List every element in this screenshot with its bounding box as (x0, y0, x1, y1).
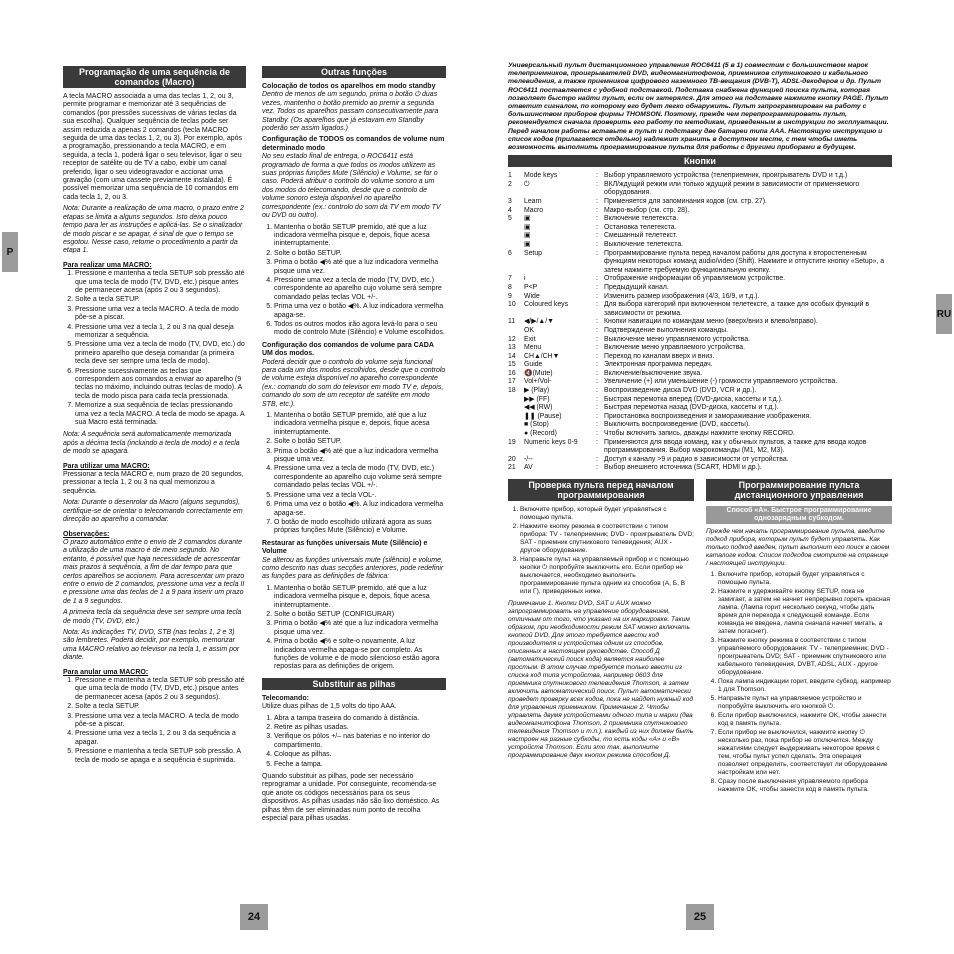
list-item: 8. Сразу после выключения управляемого прибора нажмите OK, чтобы занести код в память пульта. (718, 778, 892, 794)
subheading: Observações: (63, 530, 110, 538)
key-number (508, 327, 524, 336)
key-number: 8 (508, 283, 512, 291)
key-number (508, 404, 524, 413)
list-item: 7. O botão de modo escolhido utilizará agora as suas próprias funções Mute (Silêncio) e Volume. (274, 519, 446, 536)
key-number: 2 (508, 180, 512, 188)
key-label: Setup (524, 249, 543, 257)
key-row (508, 250, 892, 276)
note: Примечание 1. Кнопки DVD, SAT и AUX можно запрограммировать на управление оборудованием, отличным от того, что указано на их маркировке. Таким образом, при необходимости режим SAT можно включать кнопкой DVD. Для этого требуется ввести код производителя и устройства одним из способов, описанных в настоящем руководстве. Способ Д (автоматический поиск кода) является наиболее простым. В этом случае требуется только ввести из списка код типа устройства, например 0603 для приемника спутникового телевидения Thomson, а затем включить автоматический поиск. Пульт автоматически проведет проверку всех кодов, пока не найдет нужный код для управления приемником. Примечание 2. Чтобы управлять двумя устройствами одного типа и марки (два видеомагнитофона Thomson, 2 приемника спутникового телевидения Thomson и т.п.), каждый из них должен быть настроен на разные субкоды, то есть коды «А» и «В» устройств Thomson. Если это так, выполните программирование двух кнопок режима способом Д. (508, 600, 694, 760)
list-item: 1. Abra a tampa traseira do comando à distância. (274, 715, 446, 723)
key-description: Для выбора категорий при включенном телетексте, а также для особых функций в зависимости от режима. (604, 301, 870, 317)
note: Nota: Durante o desenrolar da Macro (alguns segundos), certifique-se de orientar o telecomando correctamente em direcção ao aparelho a comandar. (63, 499, 243, 524)
separator: : (596, 352, 598, 360)
key-number (508, 396, 524, 405)
list-item: 7. Если прибор не выключился, нажмите кнопку ⏻ несколько раз, пока прибор не отключится. Между нажатиями следует выдерживать некоторое время с тем, чтобы пульт успел сделать. Эта операция позволяет определить, соответствует ли оборудование настройкам или нет. (718, 729, 892, 777)
list-item: 7. Memorize a sua sequência de teclas pressionando uma vez a tecla MACRO. A tecla de modo se apaga. A sua Macro está terminada. (75, 402, 246, 427)
column-macro (63, 66, 246, 769)
separator: : (596, 249, 598, 257)
key-row (508, 353, 892, 362)
language-tab-label: P (6, 246, 14, 258)
key-row (508, 378, 892, 387)
two-column-section (508, 479, 892, 798)
separator: : (596, 318, 598, 326)
paragraph: Se alterou as funções universais mute (silêncio) e volume, como descrito nas duas secções anteriores, pode redefinir as funções para as definições de fábrica: (262, 556, 444, 581)
key-number: 16 (508, 369, 516, 377)
separator: : (596, 301, 598, 309)
list-item: 1. Mantenha o botão SETUP premido, até que a luz indicadora vermelha pisque e, depois, fique acesa ininterruptamente. (274, 412, 446, 437)
steps-list (262, 715, 446, 769)
list-item: 5. Pressione e mantenha a tecla SETUP sob pressão. A tecla de modo se apaga e a sequência é suprimida. (75, 748, 246, 765)
key-row (508, 361, 892, 370)
key-label: ■ (Stop) (524, 421, 549, 429)
key-number: 21 (508, 464, 516, 472)
key-row (508, 172, 892, 181)
list-item: 5. Направьте пульт на управляемое устройство и попробуйте выключить его кнопкой ⏻. (718, 695, 892, 711)
key-number: 1 (508, 172, 512, 180)
key-row (508, 464, 892, 473)
key-row (508, 284, 892, 293)
list-item: 4. Pressione uma vez a tecla de modo (TV, DVD, etc.) correspondente ao aparelho cujo volume será sempre comandado pelas teclas VOL +/-. (274, 277, 446, 302)
paragraph: A primeira tecla da sequência deve ser sempre uma tecla de modo (TV, DVD, etc.) (63, 609, 242, 625)
steps-list (262, 412, 446, 536)
key-row (508, 413, 892, 422)
list-item: 6. Если прибор выключился, нажмите OK, чтобы занести код в память пульта. (718, 712, 892, 728)
list-item: 3. Verifique os pólos +/– nas baterias e no interior do compartimento. (274, 733, 446, 750)
key-row (508, 318, 892, 327)
key-number: 20 (508, 455, 516, 463)
list-item: 3. Нажмите кнопку режима в соответствии с типом управляемого оборудования: TV - телеприемник; DVD - проигрыватель DVD; SAT - приемник спутникового или кабельного телевидения, DVBT, ADSL; AUX - другое оборудование. (718, 637, 892, 677)
separator: : (596, 180, 598, 188)
separator: : (596, 198, 598, 206)
key-row (508, 198, 892, 207)
key-number: 9 (508, 292, 512, 300)
key-description: Электронная программа передач. (604, 361, 713, 369)
list-item: 6. Pressione sucessivamente as teclas que correspondem aos comandos a enviar ao aparelho (9 teclas no máximo, incluindo outras teclas de modo). A tecla de modo pisca para cada tecla pressionada. (75, 368, 246, 402)
key-label: Menu (524, 344, 542, 352)
list-item: 5. Prima uma vez o botão ◀%. A luz indicadora vermelha apaga-se. (274, 303, 446, 320)
section-title: Outras funções (262, 66, 446, 78)
list-item: 2. Нажмите и удерживайте кнопку SETUP, пока не замигает, а затем не начнет непрерывно гореть красная лампа. (Лампа горит несколько секунд, чтобы дать время для перехода к следующей команде. Если команда не введена, лампа сначала начнет мигать, а затем погаснет). (718, 588, 892, 636)
paragraph: Quando substituir as pilhas, pode ser necessário reprogramar a unidade. Por conseguinte, recomenda-se que anote os códigos necessários para os seus dispositivos. As pilhas usadas não são lixo doméstico. As pilhas têm de ser eliminadas num ponto de recolha especial para pilhas usadas. (262, 773, 440, 823)
list-item: 6. Todos os outros modos irão agora levá-lo para o seu modo de controlo Mute (Silêncio) e Volume escolhidos. (274, 321, 446, 338)
separator: : (596, 438, 598, 446)
subheading: Para realizar uma MACRO: (63, 261, 152, 269)
separator: : (596, 421, 598, 429)
list-item: 6. Prima uma vez o botão ◀%. A luz indicadora vermelha apaga-se. (274, 501, 446, 518)
key-description: Кнопки навигации по командам меню (вверх/вниз и влево/вправо). (604, 318, 818, 326)
key-label: ❚❚ (Pause) (524, 412, 562, 420)
list-item: 1. Mantenha o botão SETUP premido, até que a luz indicadora vermelha pisque e, depois, fique acesa ininterruptamente. (274, 224, 446, 249)
list-item: 4. Prima o botão ◀% e solte-o novamente. A luz indicadora vermelha apaga-se por completo. As funções de volume e de modo silencioso estão agora repostas para as definições de origem. (274, 638, 446, 672)
separator: : (596, 404, 598, 412)
key-description: Применяется для запоминания кодов (см. стр. 27). (604, 198, 767, 206)
list-item: 2. Solte o botão SETUP (CONFIGURAR) (274, 611, 446, 619)
language-tab-p (2, 232, 18, 272)
check-section (508, 479, 694, 798)
column-russian (508, 62, 892, 798)
subheading: Para anular uma MACRO: (63, 668, 149, 676)
list-item: 5. Pressione uma vez a tecla de modo (TV, DVD, etc.) do primeiro aparelho que deseja comandar (a primeira tecla deve ser sempre uma tecla de modo). (75, 341, 246, 366)
steps-list (706, 571, 892, 794)
separator: : (596, 232, 598, 240)
separator: : (596, 430, 598, 438)
key-row (508, 387, 892, 396)
separator: : (596, 378, 598, 386)
key-row (508, 396, 892, 405)
key-label: CH▲/CH▼ (524, 352, 560, 360)
separator: : (596, 292, 598, 300)
separator: : (596, 240, 598, 248)
key-row (508, 293, 892, 302)
key-label: Exit (524, 335, 536, 343)
subheading: Способ «А». Быстрое программирование однозарядным субкодом. (706, 506, 892, 524)
key-description: Переход по каналам вверх и вниз. (604, 352, 715, 360)
key-row (508, 439, 892, 456)
key-label: P<P (524, 283, 538, 291)
key-description: Чтобы включить запись, дважды нажмите кнопку RECORD. (604, 430, 795, 438)
steps-list (262, 585, 446, 672)
key-number: 13 (508, 344, 516, 352)
key-description: Выключение меню управляемого устройства. (604, 335, 750, 343)
separator: : (596, 455, 598, 463)
separator: : (596, 223, 598, 231)
key-number (508, 430, 524, 439)
list-item: 3. Prima o botão ◀% até que a luz indicadora vermelha pisque uma vez. (274, 620, 446, 637)
key-label: AV (524, 464, 533, 472)
list-item: 1. Включите прибор, который будет управляться с помощью пульта. (520, 506, 694, 522)
keys-table (508, 172, 892, 473)
key-description: Отображение информации об управляемом устройстве. (604, 275, 786, 283)
list-item: 2. Solte o botão SETUP. (274, 250, 446, 258)
key-number: 18 (508, 387, 516, 395)
key-row (508, 241, 892, 250)
list-item: 3. Pressione uma vez a tecla MACRO. A tecla de modo pôe-se a piscar. (75, 713, 246, 730)
key-label: Vol+/Vol- (524, 378, 552, 386)
key-number: 15 (508, 361, 516, 369)
key-description: Применяются для ввода команд, как у обычных пультов, а также для ввода кодов программирования. Выбор макрокоманды (M1, M2, M3). (604, 438, 867, 455)
intro-paragraph: Универсальный пульт дистанционного управления ROC6411 (5 в 1) совместим с большинством марок телеприемников, проигрывателей DVD, видеомагнитофонов, приемников спутникового и кабельного телевидения, а также приемников цифрового наземного ТВ-вещания (DVB-T), ADSL-декодеров и др. Пульт ROC6411 поставляется с удобной подставкой. Подставка снабжена функцией поиска пульта, которая позволяет быстро найти пульт, если он затерялся. Для этого на подставке нажмите кнопку PAGE. Пульт ответит сигналом, по которому его будет легко обнаружить. Пульт запрограммирован на работу с большинством приборов фирмы THOMSON. Поэтому, прежде чем перепрограммировать пульт, рекомендуется сначала проверить его работу по методикам, приведенным в инструкции по эксплуатации. Перед началом работы вставьте в пульт и подставку две батареи типа AAA. Настоящую инструкцию и список кодов (прилагается отдельно) надлежит хранить в доступном месте, с тем чтобы иметь возможность выполнить программирование пульта для работы с другими приборами в будущем. (508, 62, 889, 152)
key-number (508, 232, 524, 241)
separator: : (596, 344, 598, 352)
key-description: Предыдущий канал. (604, 283, 669, 291)
list-item: 4. Pressione uma vez a tecla de modo (TV, DVD, etc.) correspondente ao aparelho cujo volume será sempre comandado pelas teclas VOL +/-. (274, 465, 446, 490)
paragraph: Прежде чем начать программирование пульта, введите подкод прибора, которым пульт будет управлять. Как только подкод введен, пульт выполнит его поиск в своем каталоге кодов. Список подкодов смотрите на странице / настоящей инструкции. (706, 528, 890, 568)
key-description: Изменить размер изображения (4/3, 16/9, и т.д.). (604, 292, 760, 300)
column-other-functions (262, 66, 446, 827)
key-label: ⏻ (524, 180, 530, 188)
key-row (508, 430, 892, 439)
key-row (508, 215, 892, 224)
key-number: 17 (508, 378, 516, 386)
list-item: 2. Retire as pilhas usadas. (274, 724, 446, 732)
subheading: Para utilizar uma MACRO: (63, 462, 150, 470)
key-label: ▶▶ (FF) (524, 395, 550, 403)
list-item: 3. Направьте пульт на управляемый прибор и с помощью кнопки ⏻ попробуйте выключить его. Если прибор не выключается, необходимо выполнить программирование пульта одним из способов (А, Б, В или Г), приведенных ниже. (520, 556, 694, 596)
section-title: Substituir as pilhas (262, 678, 446, 690)
key-description: Приостановка воспроизведения и замораживание изображения. (604, 412, 812, 420)
list-item: 3. Pressione uma vez a tecla MACRO. A tecla de modo pôe-se a piscar. (75, 306, 246, 323)
section-title: Проверка пульта перед началом программирования (508, 479, 694, 501)
key-description: Выбор управляемого устройства (телеприемник, проигрыватель DVD и т.д.) (604, 172, 848, 180)
paragraph: A tecla MACRO associada a uma das teclas 1, 2, ou 3, permite programar e memorizar até 3 sequências de comandos (por pressões sucessivas de várias teclas da sua escolha). Qualquer sequência de teclas pode ser assim reduzida a apenas 2 comandos (tecla MACRO seguida de uma das teclas 1, 2, ou 3). Por exemplo, após a programação, pressionando a tecla MACRO, e em seguida, a tecla 1, poderá ligar o seu televisor, ligar o seu receptor de satélite ou de TV a cabo, exibir um canal preferido, ligar o seu videogravador e accionar uma gravação (com uma cassete previamente instalada). É possível memorizar uma sequência de 10 comandos em cada tecla 1, 2, ou 3. (63, 93, 242, 201)
separator: : (596, 464, 598, 472)
key-row (508, 275, 892, 284)
separator: : (596, 387, 598, 395)
separator: : (596, 275, 598, 283)
key-number (508, 241, 524, 250)
key-label: ▣ (524, 215, 531, 223)
key-label: ▣ (524, 223, 531, 231)
key-label: i (524, 275, 526, 283)
key-label: ● (Record) (524, 430, 557, 438)
key-label: Mode keys (524, 172, 558, 180)
key-description: Воспроизведение диска DVD (DVD, VCR и др.). (604, 387, 757, 395)
list-item: 1. Mantenha o botão SETUP premido, até que a luz indicadora vermelha pisque e, depois, fique acesa ininterruptamente. (274, 585, 446, 610)
list-item: 4. Pressione uma vez a tecla 1, 2 ou 3 na qual deseja memorizar a sequência. (75, 324, 246, 341)
key-description: Доступ к каналу >9 и радио в зависимости от устройства. (604, 455, 789, 463)
key-row (508, 327, 892, 336)
page-number-right (686, 904, 714, 930)
list-item: 2. Solte a tecla SETUP. (75, 703, 246, 711)
key-row (508, 181, 892, 198)
key-row (508, 207, 892, 216)
key-row (508, 224, 892, 233)
key-description: Быстрая перемотка назад (DVD-диска, кассеты и т.д.). (604, 404, 779, 412)
list-item: 4. Pressione uma vez a tecla 1, 2 ou 3 da sequência a apagar. (75, 730, 246, 747)
paragraph: No seu estado final de entrega, o ROC6411 está programado de forma a que todos os modos utilizem as suas próprias funções Mute (Silêncio) e Volume, se for o caso. Poderá atribuir o controlo do volume sonoro a um dos modos do telecomando, desde que o controlo de volume sonoro esteja disponível no aparelho correspondente (ex.: controlo do som da TV em modo TV ou DVD ou outro). (262, 153, 441, 220)
key-description: Включение/выключение звука. (604, 369, 703, 377)
key-label: ◀◀ (RW) (524, 404, 553, 412)
list-item: 4. Пока лампа индикации горит, введите субкод, например 1 для Thomson. (718, 678, 892, 694)
list-item: 1. Pressione e mantenha a tecla SETUP sob pressão até que uma tecla de modo (TV, DVD, etc.) pisque antes de permanecer acesa (após 2 ou 3 segundos). (75, 677, 246, 702)
separator: : (596, 412, 598, 420)
separator: : (596, 215, 598, 223)
steps-list (262, 224, 446, 338)
key-label: ▶ (Play) (524, 387, 550, 395)
key-description: Смешанный телетекст. (604, 232, 678, 240)
separator: : (596, 326, 598, 334)
separator: : (596, 395, 598, 403)
list-item: 5. Pressione uma vez a tecla VOL-. (274, 492, 446, 500)
key-number: 10 (508, 301, 516, 309)
key-label: Wide (524, 292, 540, 300)
separator: : (596, 283, 598, 291)
note: Nota: Durante a realização de uma macro, o prazo entre 2 etapas se limita a alguns segundos. Isto deixa pouco tempo para ler as instruções e aplicá-las. Se o sinalizador de modo piscar e se apagar, é sinal de que o tempo se esgotou. Nesse caso, retome o procedimento a partir da etapa 1. (63, 205, 244, 255)
key-number: 3 (508, 198, 512, 206)
key-description: Выключение телетекста. (604, 240, 684, 248)
steps-list (508, 506, 694, 596)
list-item: 2. Solte a tecla SETUP. (75, 296, 246, 304)
paragraph: Poderá decidir que o controlo do volume seja funcional para cada um dos modos escolhidos, desde que o controlo de volume esteja disponível no aparelho correspondente (ex.: comando do som do televisor em modo TV e, depois, comando do som de um receptor de satélite em modo STB, etc.). (262, 358, 446, 408)
key-label: Guide (524, 361, 543, 369)
key-description: Макро-выбор (см. стр. 28). (604, 206, 690, 214)
key-label: ▣ (524, 232, 531, 240)
subheading: Configuração de TODOS os comandos de volume num determinado modo (262, 136, 445, 152)
key-label: Macro (524, 206, 544, 214)
key-label: 🔇(Mute) (524, 369, 553, 377)
language-tab-label: RU (936, 308, 952, 320)
list-item: 2. Нажмите кнопку режима в соответствии с типом прибора: TV - телеприемник; DVD - проигрыватель DVD; SAT - приемник спутникового телевидения; AUX - другое оборудование. (520, 523, 694, 555)
key-description: Подтверждение выполнения команды. (604, 326, 729, 334)
key-label: Coloured keys (524, 301, 569, 309)
key-description: Выключить воспроизведение (DVD, кассеты). (604, 421, 751, 429)
subheading: Telecomando: (262, 694, 309, 702)
key-number: 14 (508, 352, 516, 360)
key-number: 6 (508, 249, 512, 257)
subheading: Restaurar as funções universais Mute (Silêncio) e Volume (262, 539, 428, 556)
key-label: Learn (524, 198, 542, 206)
key-number: 11 (508, 318, 516, 326)
key-row (508, 404, 892, 413)
page-number-left (240, 904, 268, 930)
page-number-label: 24 (247, 911, 261, 923)
key-label: ▣ (524, 240, 531, 248)
key-row (508, 336, 892, 345)
key-label: OK (524, 326, 534, 334)
key-description: Остановка телетекста. (604, 223, 677, 231)
key-description: Программирование пульта перед началом работы для доступа к второстепенным функциям некоторых команд audio/video (Shift). Нажмите и отпустите кнопку «Setup», а затем нажмите требуемую функциональную кнопку. (604, 249, 885, 274)
note: Nota: A sequência será automaticamente memorizada após a décima tecla (incluindo a tecla de modo) e a tecla de modo se apagará. (63, 431, 240, 456)
separator: : (596, 172, 598, 180)
key-row (508, 301, 892, 318)
key-label: Numeric keys 0-9 (524, 438, 578, 446)
steps-list (63, 677, 246, 765)
key-label: ◀/▶/▲/▼ (524, 318, 554, 326)
steps-list (63, 270, 246, 427)
key-label: -/-- (524, 455, 533, 463)
section-title: Кнопки (508, 155, 892, 167)
programming-section (706, 479, 892, 798)
list-item: 3. Prima o botão ◀% até que a luz indicadora vermelha pisque uma vez. (274, 448, 446, 465)
key-description: Включение меню управляемого устройства. (604, 344, 746, 352)
list-item: 4. Coloque as pilhas. (274, 751, 446, 759)
list-item: 5. Feche a tampa. (274, 761, 446, 769)
paragraph: Pressionar a tecla MACRO e, num prazo de 20 segundos, pressionar a tecla 1, 2 ou 3 na qual memorizou a sequência. (63, 471, 244, 495)
paragraph: O prazo automático entre o envio de 2 comandos durante a utilização de uma macro é de meio segundo. No entanto, é possível que haja necessidade de acrescentar mais prazos à sequência, a fim de dar tempo para que certos aparelhos se accionem. Para acrescentar um prazo entre o envio de 2 comandos, pressione uma vez a tecla II e pressione uma das teclas de 1 a 9 para inserir um prazo de 1 a 9 segundos. (63, 538, 245, 605)
section-title: Программирование пульта дистанционного управления (706, 479, 892, 501)
key-number (508, 224, 524, 233)
key-number: 12 (508, 335, 516, 343)
key-row (508, 421, 892, 430)
key-number: 4 (508, 206, 512, 214)
key-description: Быстрая перемотка вперед (DVD-диска, кассеты и т.д.). (604, 395, 783, 403)
list-item: 1. Pressione e mantenha a tecla SETUP sob pressão até que uma tecla de modo (TV, DVD, etc.) pisque antes de permanecer acesa (após 2 ou 3 segundos). (75, 270, 246, 295)
separator: : (596, 206, 598, 214)
key-description: Включение телетекста. (604, 215, 679, 223)
separator: : (596, 335, 598, 343)
language-tab-ru (936, 294, 952, 334)
paragraph: Utilize duas pilhas de 1,5 volts do tipo AAA. (262, 703, 397, 711)
subheading: Colocação de todos os aparelhos em modo standby (262, 83, 436, 90)
key-row (508, 232, 892, 241)
list-item: 2. Solte o botão SETUP. (274, 438, 446, 446)
subheading: Configuração dos comandos de volume para CADA UM dos modos. (262, 341, 434, 358)
separator: : (596, 369, 598, 377)
key-row (508, 344, 892, 353)
paragraph: Dentro de menos de um segundo, prima o botão ⏻ duas vezes, mantenho o botão premido ao premir a segunda vez. Todos os aparelhos passam consecutivamente para Standby. (Os aparelhos que já estavam em Standby poderão ser assim ligados.) (262, 91, 439, 133)
page-number-label: 25 (693, 911, 707, 923)
list-item: 3. Prima o botão ◀% até que a luz indicadora vermelha pisque uma vez. (274, 259, 446, 276)
section-title: Programação de uma sequência de comandos (Macro) (63, 66, 246, 88)
key-description: Увеличение (+) или уменьшение (-) громкости управляемого устройства. (604, 378, 838, 386)
key-number (508, 421, 524, 430)
key-number: 19 (508, 438, 516, 446)
note: Nota: As indicações TV, DVD, STB (nas teclas 1, 2 e 3) são lembretes. Poderá decidir, por exemplo, memorizar uma MACRO relativo ao televisor na tecla 1, e assim por diante. (63, 628, 240, 662)
key-number: 5 (508, 215, 512, 223)
list-item: 1. Включите прибор, который будет управляться с помощью пульта. (718, 571, 892, 587)
key-description: ВКЛ/ждущий режим или только ждущий режим в зависимости от применяемого оборудования. (604, 180, 860, 197)
key-number (508, 413, 524, 422)
key-description: Выбор внешнего источника (SCART, HDMI и др.). (604, 464, 762, 472)
key-number: 7 (508, 275, 512, 283)
separator: : (596, 361, 598, 369)
